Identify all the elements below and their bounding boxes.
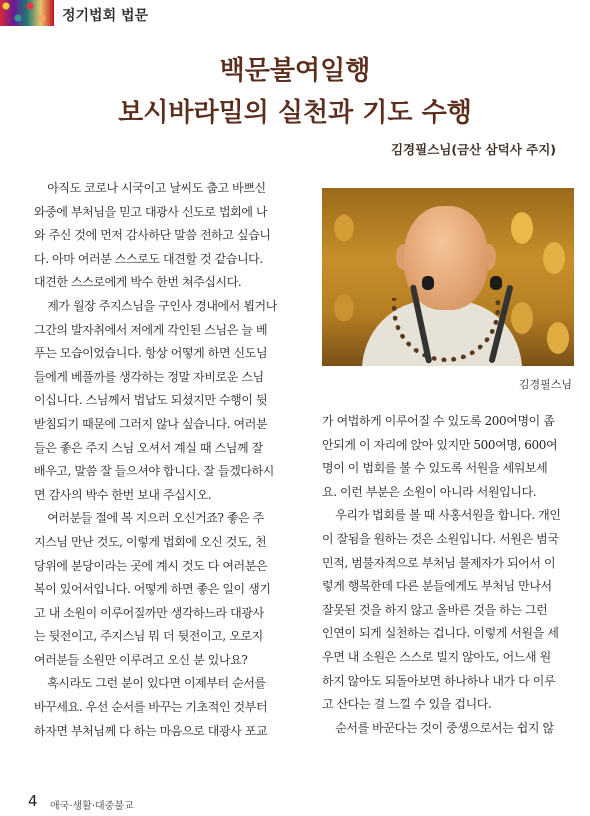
body-line: 당위에 분당이라는 곳에 계시 것도 다 여러분은 — [34, 558, 268, 573]
body-line: 는 뒷전이고, 주지스님 뭐 더 뒷전이고, 오로지 — [34, 629, 263, 644]
body-line: 여러분들 소원만 이루려고 오신 분 있나요? — [34, 652, 248, 667]
body-line: 복이 있어서입니다. 어떻게 하면 좋은 일이 생기 — [34, 582, 271, 597]
body-line: 받침되기 때문에 그러지 않나 싶습니다. 여러분 — [34, 416, 268, 431]
body-line: 제가 월장 주지스님을 구인사 경내에서 뵙거나 — [47, 298, 277, 313]
body-line: 이 잘됨을 원하는 것은 소원입니다. 서원은 범국 — [322, 531, 559, 546]
body-column-right — [322, 410, 577, 740]
body-line: 우리가 법회를 볼 때 사홍서원을 합니다. 개인 — [335, 508, 561, 523]
body-line: 바꾸세요. 우선 순서를 바꾸는 기초적인 것부터 — [34, 700, 268, 715]
body-line: 고 내 소원이 이루어질까만 생각하느라 대광사 — [34, 605, 264, 620]
body-line: 아직도 코로나 시국이고 날씨도 춥고 바쁘신 — [47, 181, 266, 195]
body-line: 배우고, 말씀 잘 들으셔야 합니다. 잘 들겠다하시 — [34, 464, 274, 479]
photo-caption: 김경필스님 — [518, 378, 572, 391]
body-line: 대견한 스스로에게 박수 한번 쳐주십시다. — [34, 275, 242, 290]
body-line: 면 감사의 박수 한번 보내 주십시오. — [34, 487, 212, 502]
body-line: 다. 아마 여러분 스스로도 대견할 것 같습니다. — [34, 251, 263, 266]
body-line: 안되게 이 자리에 앉아 있지만 500여명, 600여 — [322, 437, 558, 452]
body-line: 들에게 베풀까를 생각하는 정말 자비로운 스님 — [34, 369, 264, 384]
microphone-left-icon — [422, 276, 434, 290]
publication-footer: 애국·생활·대중불교 — [50, 801, 134, 812]
body-line: 푸는 모습이었습니다. 항상 어떻게 하면 신도님 — [34, 346, 268, 361]
body-line: 그간의 발자취에서 저에게 각인된 스님은 늘 베 — [34, 322, 268, 337]
article-title-line2: 보시바라밀의 실천과 기도 수행 — [118, 98, 472, 128]
body-line: 와 주신 것에 먼저 감사하단 말씀 전하고 싶습니 — [34, 228, 271, 243]
body-line: 가 여법하게 이루어질 수 있도록 200여명이 좁 — [322, 414, 555, 428]
body-line: 여러분들 절에 복 지으러 오신거죠? 좋은 주 — [47, 511, 264, 526]
body-line: 인연이 되게 실천하는 겁니다. 이렇게 서원을 세 — [322, 626, 559, 641]
body-line: 명이 이 법회를 볼 수 있도록 서원을 세워보세 — [322, 461, 548, 476]
body-line: 하자면 부처님께 다 하는 마음으로 대광사 포교 — [34, 723, 268, 738]
body-line: 고 산다는 걸 느낄 수 있을 겁니다. — [322, 697, 492, 712]
article-title-line1: 백문불여일행 — [219, 56, 371, 86]
body-line: 순서를 바꾼다는 것이 중생으로서는 쉽지 않 — [335, 720, 554, 735]
monk-photo — [322, 188, 574, 366]
body-line: 혹시라도 그런 분이 있다면 이제부터 순서를 — [47, 676, 266, 691]
body-line: 잘못된 것을 하지 않고 올바른 것을 하는 그런 — [322, 602, 548, 617]
body-line: 우면 내 소원은 스스로 빌지 않아도, 어느새 원 — [322, 649, 551, 664]
decorative-pattern-strip — [0, 0, 54, 26]
article-author: 김경필스님(금산 삼덕사 주지) — [390, 142, 556, 157]
body-line: 하지 않아도 되돌아보면 하나하나 내가 다 이루 — [322, 673, 556, 688]
body-line: 지스님 만난 것도, 이렇게 법회에 오신 것도, 천 — [34, 534, 267, 549]
body-line: 이십니다. 스님께서 법납도 되셨지만 수행이 뒷 — [34, 393, 268, 408]
section-label: 정기법회 법문 — [62, 8, 149, 24]
body-line: 요. 이런 부분은 소원이 아니라 서원입니다. — [322, 484, 537, 499]
body-line: 렇게 행복한데 다른 분들에게도 부처님 만나서 — [322, 579, 552, 594]
microphone-right-icon — [490, 276, 502, 290]
page-number: 4 — [28, 792, 38, 810]
body-line: 들은 좋은 주지 스님 오셔서 계실 때 스님께 잘 — [34, 440, 263, 455]
body-line: 와중에 부처님을 믿고 대광사 신도로 법회에 나 — [34, 204, 268, 219]
body-line: 민적, 범불자적으로 부처님 불제자가 되어서 이 — [322, 555, 556, 570]
body-column-left — [34, 177, 304, 743]
